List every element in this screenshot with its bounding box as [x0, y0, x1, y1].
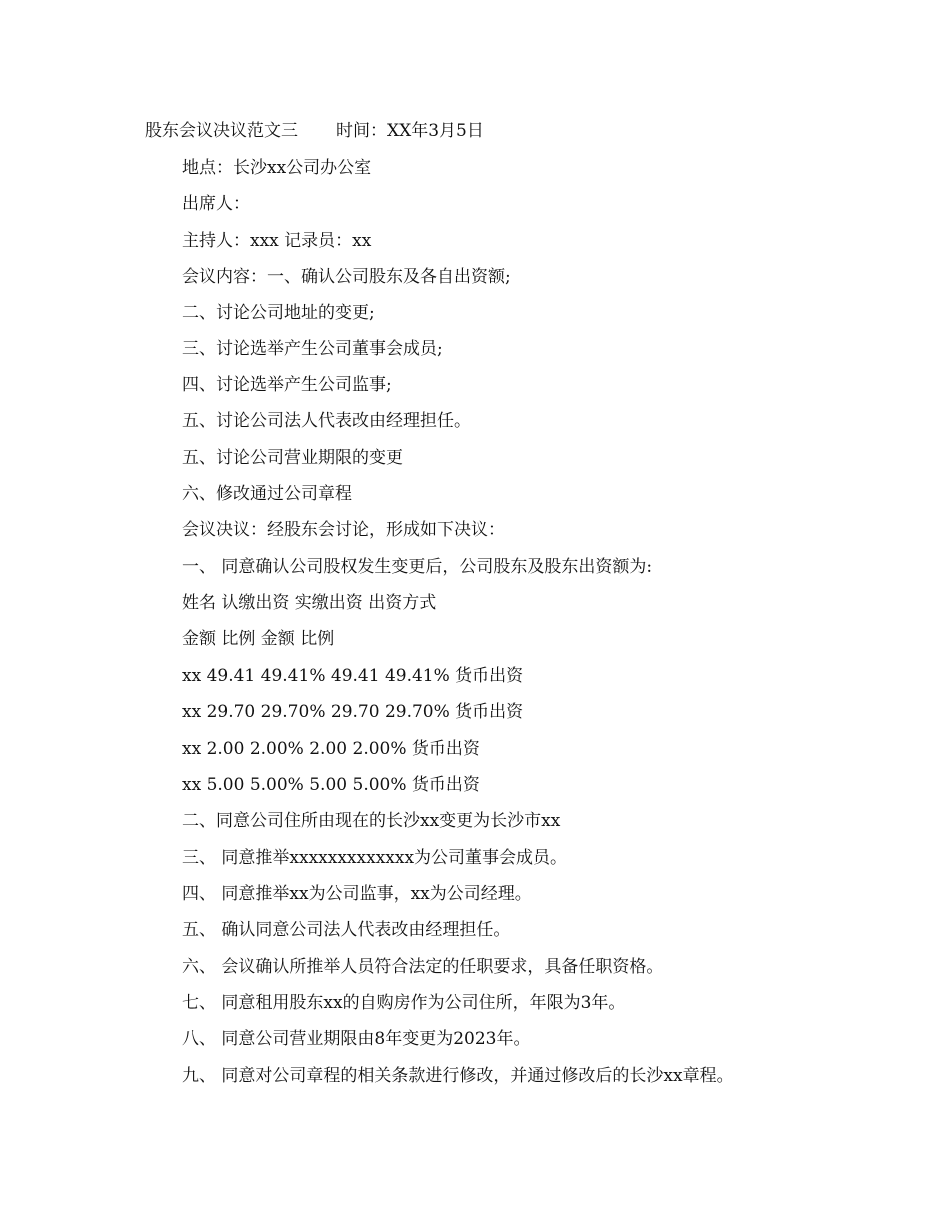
table-row: xx 5.00 5.00% 5.00 5.00% 货币出资 — [182, 775, 480, 795]
resolution-item: 三、 同意推举xxxxxxxxxxxxx为公司董事会成员。 — [182, 848, 568, 868]
resolution-item: 八、 同意公司营业期限由8年变更为2023年。 — [182, 1029, 531, 1049]
table-header: 姓名 认缴出资 实缴出资 出资方式 — [182, 593, 437, 613]
host-recorder: 主持人：xxx 记录员：xx — [182, 231, 372, 251]
table-row: xx 49.41 49.41% 49.41 49.41% 货币出资 — [182, 666, 524, 686]
table-subheader: 金额 比例 金额 比例 — [182, 629, 335, 649]
agenda-item: 四、讨论选举产生公司监事; — [182, 375, 392, 395]
agenda-item: 五、讨论公司营业期限的变更 — [182, 448, 403, 468]
agenda-item: 三、讨论选举产生公司董事会成员; — [182, 339, 443, 359]
resolution-item: 一、 同意确认公司股权发生变更后，公司股东及股东出资额为: — [182, 557, 653, 577]
table-row: xx 2.00 2.00% 2.00 2.00% 货币出资 — [182, 739, 480, 759]
meeting-attendees: 出席人： — [182, 194, 250, 214]
document-title: 股东会议决议范文三 — [145, 121, 298, 141]
agenda-item: 五、讨论公司法人代表改由经理担任。 — [182, 411, 471, 431]
meeting-time: 时间：XX年3月5日 — [336, 121, 484, 141]
resolution-item: 五、 确认同意公司法人代表改由经理担任。 — [182, 920, 511, 940]
resolution-item: 二、同意公司住所由现在的长沙xx变更为长沙市xx — [182, 811, 561, 831]
agenda-item: 二、讨论公司地址的变更; — [182, 303, 375, 323]
table-row: xx 29.70 29.70% 29.70 29.70% 货币出资 — [182, 702, 524, 722]
resolution-item: 七、 同意租用股东xx的自购房作为公司住所，年限为3年。 — [182, 993, 626, 1013]
resolution-item: 四、 同意推举xx为公司监事，xx为公司经理。 — [182, 884, 532, 904]
agenda-item: 会议内容：一、确认公司股东及各自出资额; — [182, 267, 511, 287]
resolution-item: 九、 同意对公司章程的相关条款进行修改，并通过修改后的长沙xx章程。 — [182, 1066, 734, 1086]
agenda-item: 六、修改通过公司章程 — [182, 484, 352, 504]
title-line — [145, 120, 484, 142]
meeting-location: 地点：长沙xx公司办公室 — [182, 158, 372, 178]
resolution-intro: 会议决议：经股东会讨论，形成如下决议： — [182, 520, 505, 540]
resolution-item: 六、 会议确认所推举人员符合法定的任职要求，具备任职资格。 — [182, 957, 664, 977]
